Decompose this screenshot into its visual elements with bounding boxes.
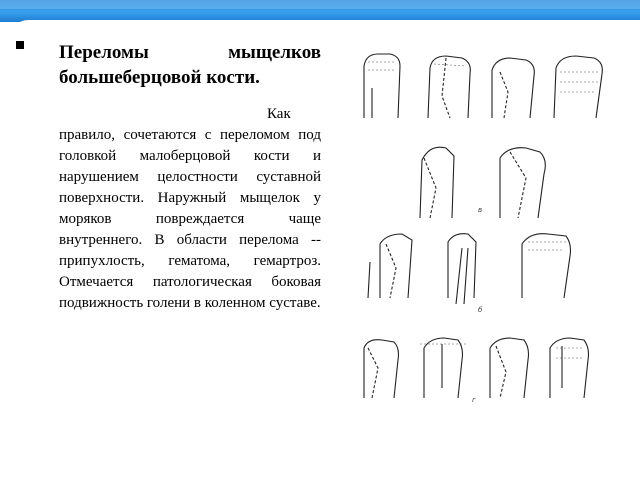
- figure-row-label-v: в: [478, 206, 483, 214]
- bone-drawing-row1-b: [428, 56, 470, 118]
- header-bar-highlight: [0, 0, 640, 9]
- bone-drawing-row3-c: [522, 234, 571, 298]
- fracture-illustration: [350, 48, 612, 403]
- bone-drawing-row1-a: [364, 54, 400, 118]
- bone-drawing-row1-c: [492, 58, 534, 118]
- bone-drawing-row2-a: [420, 147, 454, 218]
- slide-body-text: Как правило, сочетаются с переломом под головкой малоберцовой кости и нарушением целостности суставной поверхности. Наружный мыщелок у моряков повреждается чаще внутреннего. В области перелома -- припухлость, гематома, гемартроз. Отмечается патологическая боковая подвижность голени в коленном суставе.: [59, 106, 321, 311]
- figure-row-label-b: б: [478, 306, 483, 314]
- bone-drawing-row4-a: [364, 340, 399, 398]
- bullet-square-icon: [16, 41, 24, 49]
- bone-drawing-row1-d: [554, 56, 602, 118]
- slide-header-bar: [0, 0, 640, 22]
- bone-drawing-row2-b: [500, 148, 545, 218]
- figure-row-label-g: г: [472, 396, 476, 404]
- bone-drawing-row4-d: [550, 338, 589, 398]
- fracture-diagram-svg: [350, 48, 612, 403]
- bone-drawing-row4-b: [420, 338, 468, 398]
- slide-title-line-1: Переломы мыщелков: [59, 42, 321, 63]
- bone-drawing-row4-c: [490, 338, 529, 398]
- bone-drawing-row3-b: [448, 234, 476, 304]
- slide-title: [59, 40, 321, 90]
- bone-drawing-row3-a: [368, 234, 412, 298]
- slide-title-line-2: большеберцовой кости.: [59, 67, 260, 88]
